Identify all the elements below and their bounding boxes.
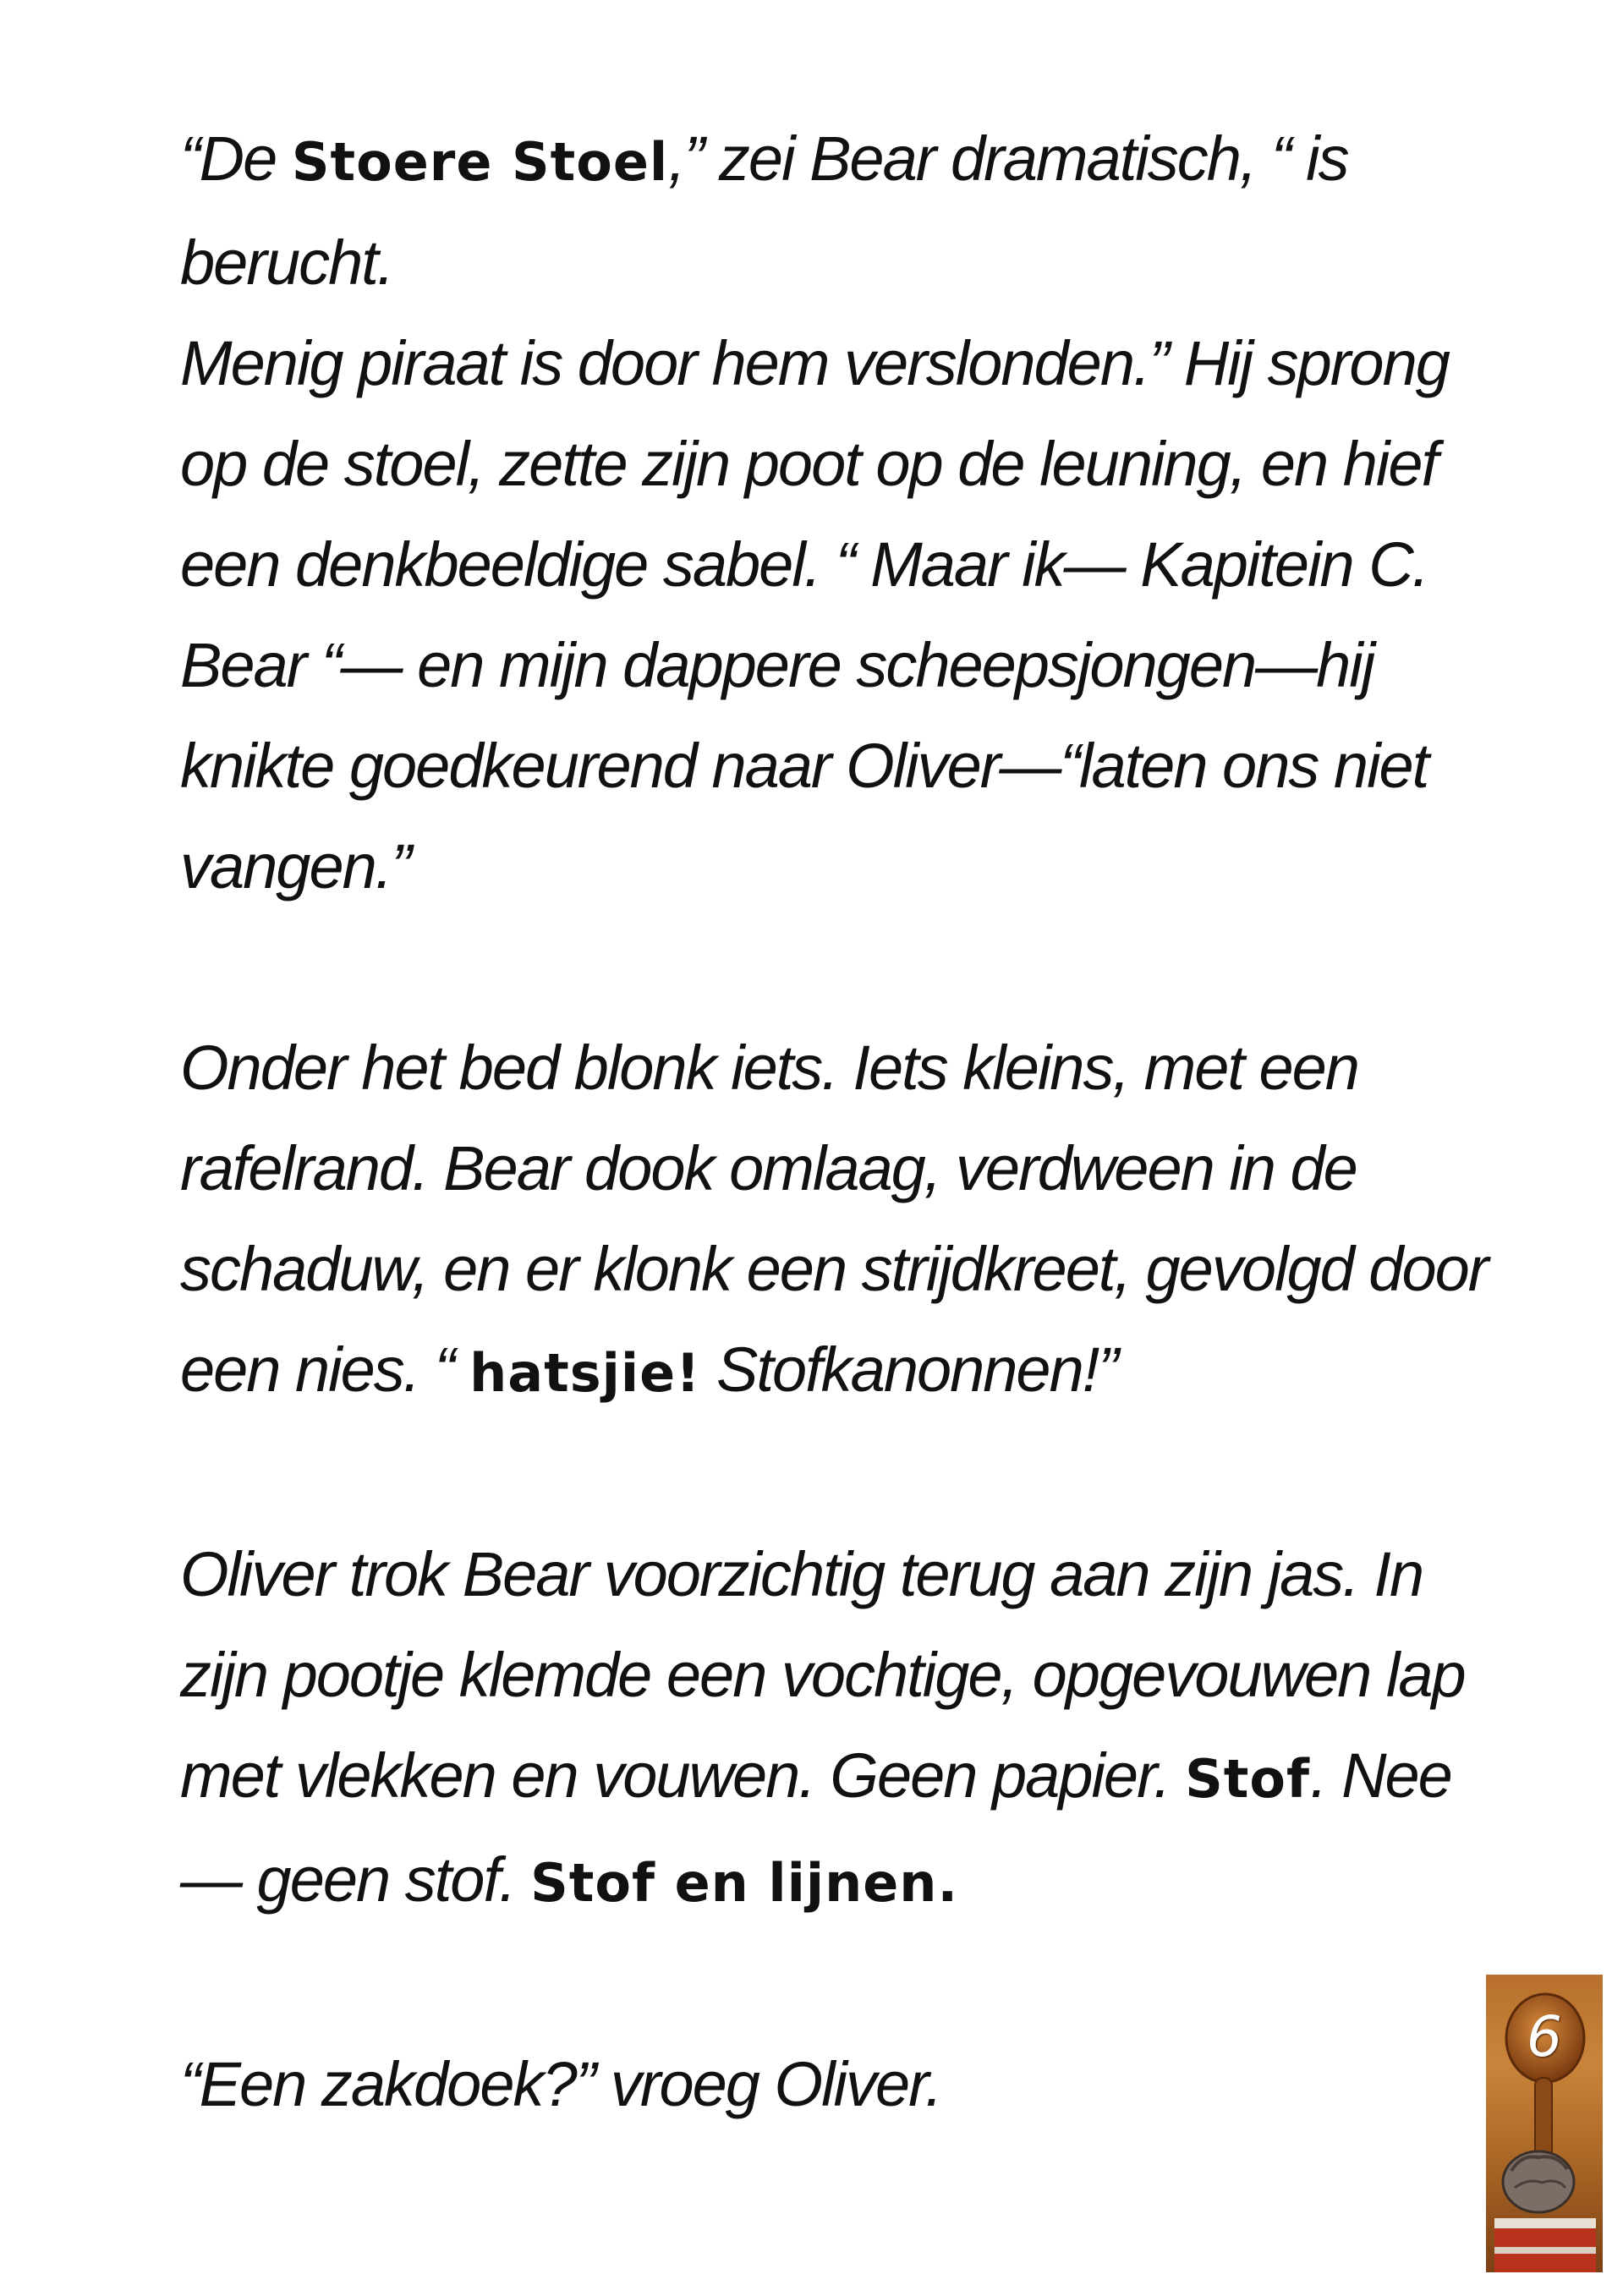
paragraph bbox=[180, 1017, 1500, 1423]
text-run: . Nee — geen stof. bbox=[180, 1740, 1451, 1915]
emphasized-text: hatsjie! bbox=[469, 1342, 701, 1404]
paragraph bbox=[180, 108, 1500, 917]
text-run: Stofkanonnen!” bbox=[700, 1334, 1117, 1405]
emphasized-text: Stoere Stoel bbox=[291, 131, 669, 193]
emphasized-text: Stof bbox=[1185, 1748, 1310, 1810]
page-number-badge bbox=[1486, 1975, 1603, 2272]
text-run: Menig piraat is door hem verslonden.” Hij sprong op de stoel, zette zijn poot op de leuning, en hief een denkbeeldige sabel. “ Maar ik— Kapitein C. Bear “— en mijn dappere scheepsjongen—hij knikte goedkeurend naar Oliver—“laten ons niet vangen.” bbox=[180, 328, 1449, 901]
text-run: “Een zakdoek?” vroeg Oliver. bbox=[180, 2049, 941, 2119]
paragraph bbox=[180, 1524, 1500, 1933]
text-run: Onder het bed blonk iets. Iets kleins, met een rafelrand. Bear dook omlaag, verdween in de schaduw, en er klonk een strijdkreet, gevolgd door een nies. “ bbox=[180, 1033, 1488, 1405]
text-run: Oliver trok Bear voorzichtig terug aan zijn jas. In zijn pootje klemde een vochtige, opgevouwen lap met vlekken en vouwen. Geen papier. bbox=[180, 1539, 1465, 1811]
text-run: “De bbox=[180, 123, 292, 194]
text-run: ,” zei Bear dramatisch, “ is berucht. bbox=[180, 123, 1348, 298]
page-number: 6 bbox=[1527, 2004, 1562, 2069]
emphasized-text: Stof en lijnen. bbox=[530, 1852, 958, 1914]
paragraph bbox=[180, 2034, 1500, 2134]
story-text bbox=[180, 108, 1500, 2134]
